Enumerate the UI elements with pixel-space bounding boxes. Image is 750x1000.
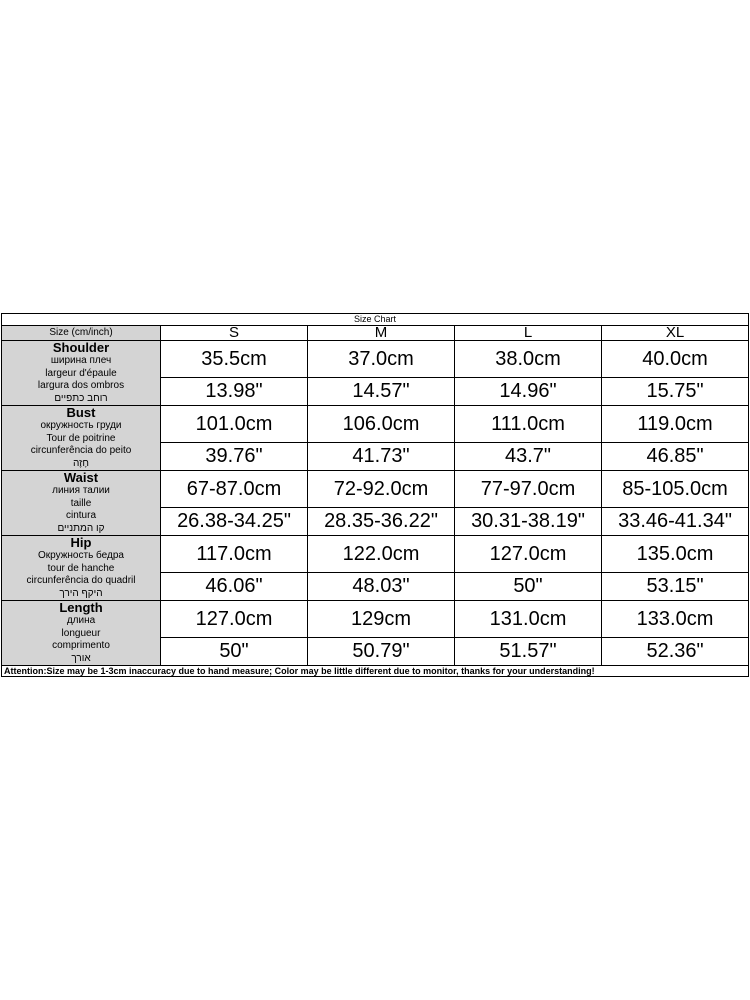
length-cm-value: 129cm: [308, 601, 455, 638]
shoulder-inch-value: 14.57": [308, 378, 455, 406]
shoulder-inch-value: 14.96": [455, 378, 602, 406]
hip-cm-row: [2, 536, 749, 573]
waist-label-cell: [2, 471, 161, 536]
hip-cm-value: 127.0cm: [455, 536, 602, 573]
waist-inch-value: 33.46-41.34": [602, 508, 749, 536]
length-inch-value: 52.36": [602, 638, 749, 666]
size-unit-header: Size (cm/inch): [2, 326, 161, 341]
shoulder-cm-value: 37.0cm: [308, 341, 455, 378]
measurement-translation: длина: [66, 615, 96, 626]
measurement-translation: taille: [70, 497, 92, 509]
measurement-translation: Окружность бедра: [38, 550, 124, 561]
waist-cm-value: 72-92.0cm: [308, 471, 455, 508]
measurement-translation: largeur d'épaule: [45, 367, 117, 379]
hip-inch-value: 46.06": [161, 573, 308, 601]
hip-inch-value: 48.03": [308, 573, 455, 601]
bust-label-cell: [2, 406, 161, 471]
hip-inch-value: 53.15": [602, 573, 749, 601]
bust-cm-value: 106.0cm: [308, 406, 455, 443]
chart-title: Size Chart: [2, 314, 749, 326]
shoulder-label-cell: [2, 341, 161, 406]
length-cm-value: 131.0cm: [455, 601, 602, 638]
length-inch-value: 50": [161, 638, 308, 666]
length-inch-value: 51.57": [455, 638, 602, 666]
measurement-name: Shoulder: [52, 340, 110, 355]
bust-inch-value: 46.85": [602, 443, 749, 471]
length-cm-value: 127.0cm: [161, 601, 308, 638]
measurement-translation: tour de hanche: [47, 562, 115, 574]
measurement-translation: линия талии: [52, 485, 110, 496]
note-row: [2, 666, 749, 677]
hip-inch-value: 50": [455, 573, 602, 601]
shoulder-cm-value: 35.5cm: [161, 341, 308, 378]
size-header-xl: XL: [602, 326, 749, 341]
bust-inch-value: 39.76": [161, 443, 308, 471]
waist-inch-value: 28.35-36.22": [308, 508, 455, 536]
length-inch-value: 50.79": [308, 638, 455, 666]
size-header-row: [2, 326, 749, 341]
measurement-translation: окружность груди: [40, 420, 122, 431]
waist-cm-value: 77-97.0cm: [455, 471, 602, 508]
length-cm-row: [2, 601, 749, 638]
measurement-name: Bust: [66, 405, 96, 420]
size-header-m: M: [308, 326, 455, 341]
measurement-translation: היקף הירך: [59, 587, 103, 599]
measurement-translation: comprimento: [52, 640, 110, 651]
bust-inch-value: 41.73": [308, 443, 455, 471]
bust-cm-row: [2, 406, 749, 443]
waist-cm-row: [2, 471, 749, 508]
size-header-s: S: [161, 326, 308, 341]
measurement-translation: Tour de poitrine: [46, 432, 116, 444]
measurement-name: Length: [59, 600, 103, 615]
shoulder-cm-value: 40.0cm: [602, 341, 749, 378]
hip-cm-value: 135.0cm: [602, 536, 749, 573]
bust-cm-value: 119.0cm: [602, 406, 749, 443]
hip-label-cell: [2, 536, 161, 601]
measurement-translation: רוחב כתפיים: [54, 392, 108, 404]
bust-cm-value: 101.0cm: [161, 406, 308, 443]
size-chart-table: [1, 313, 749, 677]
measurement-translation: קו המתניים: [57, 522, 105, 534]
measurement-translation: ширина плеч: [50, 355, 112, 366]
measurement-translation: longueur: [61, 627, 101, 639]
measurement-name: Hip: [70, 535, 92, 550]
measurement-translation: אורך: [71, 652, 91, 664]
attention-note: Attention:Size may be 1-3cm inaccuracy due to hand measure; Color may be little different due to monitor, thanks for your understanding!: [2, 666, 749, 677]
measurement-translation: largura dos ombros: [37, 380, 125, 391]
shoulder-cm-row: [2, 341, 749, 378]
hip-cm-value: 117.0cm: [161, 536, 308, 573]
length-label-cell: [2, 601, 161, 666]
waist-inch-value: 26.38-34.25": [161, 508, 308, 536]
size-header-l: L: [455, 326, 602, 341]
shoulder-inch-value: 15.75": [602, 378, 749, 406]
length-cm-value: 133.0cm: [602, 601, 749, 638]
bust-inch-value: 43.7": [455, 443, 602, 471]
shoulder-cm-value: 38.0cm: [455, 341, 602, 378]
measurement-name: Waist: [63, 470, 99, 485]
shoulder-inch-value: 13.98": [161, 378, 308, 406]
waist-inch-value: 30.31-38.19": [455, 508, 602, 536]
waist-cm-value: 67-87.0cm: [161, 471, 308, 508]
bust-cm-value: 111.0cm: [455, 406, 602, 443]
measurement-translation: חָזֶה: [73, 457, 89, 469]
waist-cm-value: 85-105.0cm: [602, 471, 749, 508]
hip-cm-value: 122.0cm: [308, 536, 455, 573]
measurement-translation: cintura: [65, 510, 96, 521]
measurement-translation: circunferência do quadril: [26, 575, 136, 586]
measurement-translation: circunferência do peito: [30, 445, 132, 456]
